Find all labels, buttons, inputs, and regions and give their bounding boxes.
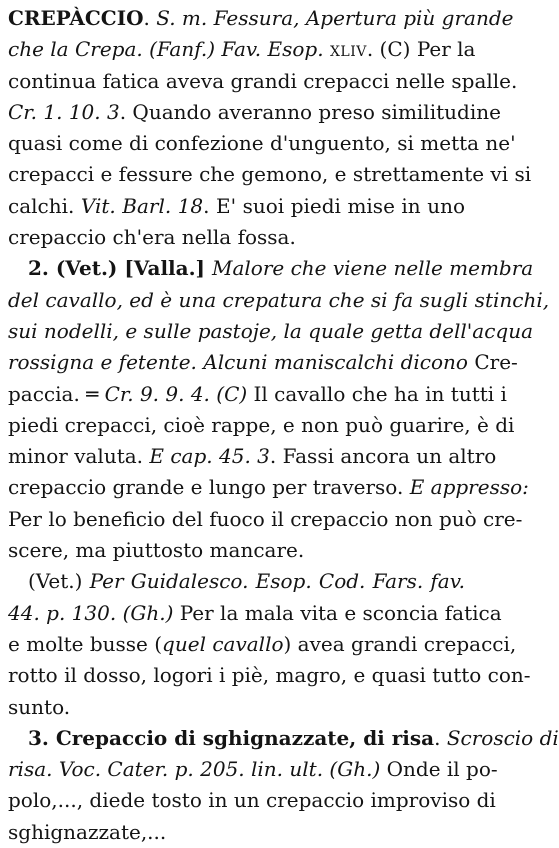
entry-line-10: del cavallo, ed è una crepatura che si fa sugli stinchi, bbox=[8, 287, 550, 312]
sense-number-3: 3. Crepaccio di sghignazzate, di risa bbox=[28, 725, 435, 750]
entry-line-11: sui nodelli, e sulle pastoje, la quale getta dell'acqua bbox=[8, 318, 534, 343]
entry-line-26: polo,..., diede tosto in un crepaccio improviso di bbox=[8, 788, 496, 813]
sense-number-2: 2. (Vet.) [Valla.] bbox=[28, 256, 212, 281]
entry-line-15: minor valuta. E cap. 45. 3. Fassi ancora un altro bbox=[8, 444, 497, 469]
entry-line-8: crepaccio ch'era nella fossa. bbox=[8, 225, 296, 250]
entry-line-22: rotto il dosso, logori i piè, magro, e quasi tutto con- bbox=[8, 663, 531, 688]
entry-line-3: continua fatica aveva grandi crepacci nelle spalle. bbox=[8, 68, 518, 93]
entry-line-6: crepacci e fessure che gemono, e strettamente vi si bbox=[8, 162, 532, 187]
entry-line-20: 44. p. 130. (Gh.) Per la mala vita e sconcia fatica bbox=[8, 600, 502, 625]
entry-line-9: 2. (Vet.) [Valla.] Malore che viene nelle membra bbox=[28, 256, 534, 281]
entry-line-24: 3. Crepaccio di sghignazzate, di risa. Scroscio di bbox=[28, 725, 559, 750]
entry-line-19: (Vet.) Per Guidalesco. Esop. Cod. Fars. fav. bbox=[28, 569, 465, 594]
entry-line-16: crepaccio grande e lungo per traverso. E appresso: bbox=[8, 475, 529, 500]
entry-line-13: paccia. ═ Cr. 9. 9. 4. (C) Il cavallo che ha in tutti i bbox=[8, 381, 507, 406]
entry-line-1: CREPÀCCIO. S. m. Fessura, Apertura più grande bbox=[8, 6, 514, 30]
entry-line-25: risa. Voc. Cater. p. 205. lin. ult. (Gh.) Onde il po- bbox=[8, 757, 498, 782]
entry-line-14: piedi crepacci, cioè rappe, e non può guarire, è di bbox=[8, 412, 515, 437]
entry-line-23: sunto. bbox=[8, 694, 71, 719]
entry-line-2: che la Crepa. (Fanf.) Fav. Esop. XLIV. (C) Per la bbox=[8, 37, 476, 62]
entry-line-27: sghignazzate,... bbox=[8, 819, 167, 844]
entry-line-4: Cr. 1. 10. 3. Quando averanno preso similitudine bbox=[8, 99, 501, 124]
entry-line-5: quasi come di confezione d'unguento, si metta ne' bbox=[8, 131, 516, 156]
entry-line-7: calchi. Vit. Barl. 18. E' suoi piedi mise in uno bbox=[8, 193, 465, 218]
entry-line-18: scere, ma piuttosto mancare. bbox=[8, 538, 305, 563]
entry-line-21: e molte busse (quel cavallo) avea grandi crepacci, bbox=[8, 631, 517, 656]
entry-line-12: rossigna e fetente. Alcuni maniscalchi dicono Cre- bbox=[8, 350, 518, 375]
headword: CREPÀCCIO bbox=[8, 6, 144, 30]
entry-line-17: Per lo beneficio del fuoco il crepaccio non può cre- bbox=[8, 506, 523, 531]
